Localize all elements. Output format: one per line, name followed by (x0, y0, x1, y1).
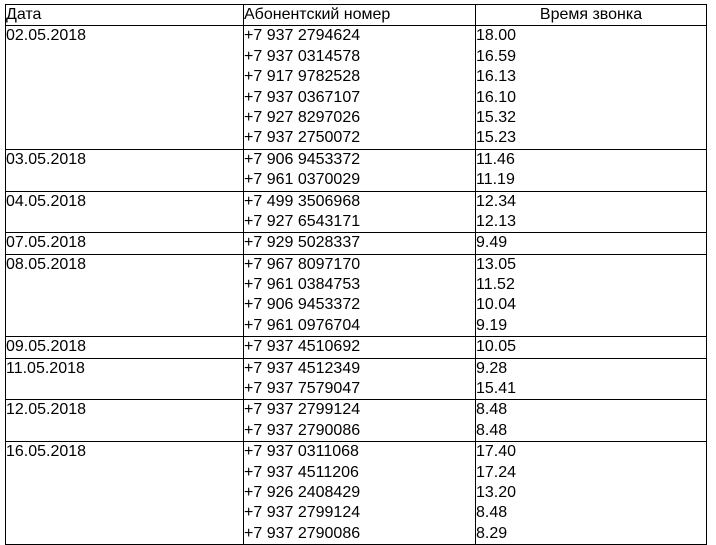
phone-cell (244, 254, 476, 337)
call-date: 09.05.2018 (6, 338, 87, 356)
time-cell (476, 442, 707, 545)
header-call-time: Время звонка (476, 5, 707, 26)
time-cell (476, 149, 707, 191)
call-time: 17.40 (476, 443, 517, 461)
date-cell (6, 149, 244, 191)
call-date: 11.05.2018 (6, 359, 85, 377)
header-date: Дата (6, 5, 244, 26)
phone-cell (244, 400, 476, 442)
table-row (6, 254, 707, 337)
table-body (6, 26, 707, 545)
phone-cell (244, 149, 476, 191)
call-time: 12.13 (476, 212, 517, 230)
date-cell (6, 400, 244, 442)
phone-number: +7 967 8097170 (244, 255, 361, 273)
call-time: 12.34 (476, 192, 517, 210)
date-cell (6, 358, 244, 400)
call-time: 11.52 (476, 276, 515, 294)
time-cell (476, 337, 707, 358)
call-time: 16.59 (476, 47, 517, 65)
date-cell (6, 254, 244, 337)
phone-number: +7 937 4510692 (244, 338, 361, 356)
table-row (6, 358, 707, 400)
phone-number: +7 927 6543171 (244, 212, 361, 230)
call-time: 17.24 (476, 463, 517, 481)
time-cell (476, 254, 707, 337)
table-row (6, 233, 707, 254)
phone-number: +7 961 0976704 (244, 316, 361, 334)
date-cell (6, 233, 244, 254)
time-cell (476, 400, 707, 442)
phone-number: +7 937 4512349 (244, 359, 361, 377)
call-time: 8.48 (476, 504, 508, 522)
header-phone-number: Абонентский номер (244, 5, 476, 26)
call-time: 8.29 (476, 524, 508, 542)
time-cell (476, 233, 707, 254)
phone-number: +7 917 9782528 (244, 68, 361, 86)
phone-number: +7 926 2408429 (244, 484, 361, 501)
table-row (6, 400, 707, 442)
phone-number: +7 937 0367107 (244, 88, 361, 106)
phone-cell (244, 358, 476, 400)
time-cell (476, 26, 707, 149)
phone-number: +7 937 7579047 (244, 380, 361, 398)
phone-number: +7 929 5028337 (244, 234, 361, 252)
phone-cell (244, 337, 476, 358)
date-cell (6, 442, 244, 545)
phone-number: +7 937 2794624 (244, 27, 361, 45)
call-time: 13.05 (476, 255, 517, 273)
call-date: 04.05.2018 (6, 192, 87, 210)
phone-cell (244, 442, 476, 545)
call-time: 9.28 (476, 359, 508, 377)
call-date: 12.05.2018 (6, 401, 87, 419)
call-time: 16.10 (476, 88, 517, 106)
phone-number: +7 906 9453372 (244, 150, 361, 168)
phone-number: +7 937 0314578 (244, 47, 361, 65)
phone-number: +7 937 2799124 (244, 504, 361, 522)
table-row (6, 26, 707, 149)
call-time: 15.23 (476, 129, 517, 147)
table-row (6, 337, 707, 358)
table-row (6, 149, 707, 191)
call-time: 18.00 (476, 27, 517, 45)
phone-number: +7 937 2799124 (244, 401, 361, 419)
date-cell (6, 26, 244, 149)
call-date: 02.05.2018 (6, 27, 87, 45)
call-time: 15.41 (476, 380, 517, 398)
call-time: 8.48 (476, 421, 508, 439)
phone-number: +7 937 0311068 (244, 443, 359, 461)
date-cell (6, 191, 244, 233)
call-time: 9.49 (476, 234, 508, 252)
phone-cell (244, 191, 476, 233)
call-time: 13.20 (476, 484, 517, 501)
call-time: 10.04 (476, 296, 517, 314)
date-cell (6, 337, 244, 358)
phone-cell (244, 26, 476, 149)
call-time: 10.05 (476, 338, 517, 356)
phone-number: +7 961 0384753 (244, 276, 361, 294)
phone-number: +7 906 9453372 (244, 296, 361, 314)
call-date: 08.05.2018 (6, 255, 87, 273)
call-time: 8.48 (476, 401, 508, 419)
calls-table (5, 4, 707, 545)
phone-number: +7 937 2790086 (244, 524, 361, 542)
phone-number: +7 927 8297026 (244, 108, 361, 126)
phone-number: +7 937 4511206 (244, 463, 359, 481)
phone-number: +7 499 3506968 (244, 192, 361, 210)
table-row (6, 191, 707, 233)
time-cell (476, 191, 707, 233)
call-date: 16.05.2018 (6, 443, 87, 461)
header-row (6, 5, 707, 26)
time-cell (476, 358, 707, 400)
phone-number: +7 961 0370029 (244, 171, 361, 189)
phone-number: +7 937 2790086 (244, 421, 361, 439)
call-date: 03.05.2018 (6, 150, 87, 168)
call-time: 9.19 (476, 316, 508, 334)
phone-cell (244, 233, 476, 254)
call-time: 16.13 (476, 68, 517, 86)
call-date: 07.05.2018 (6, 234, 87, 252)
call-time: 15.32 (476, 108, 517, 126)
table-row (6, 442, 707, 545)
phone-number: +7 937 2750072 (244, 129, 361, 147)
call-time: 11.46 (476, 150, 515, 168)
call-time: 11.19 (476, 171, 515, 189)
